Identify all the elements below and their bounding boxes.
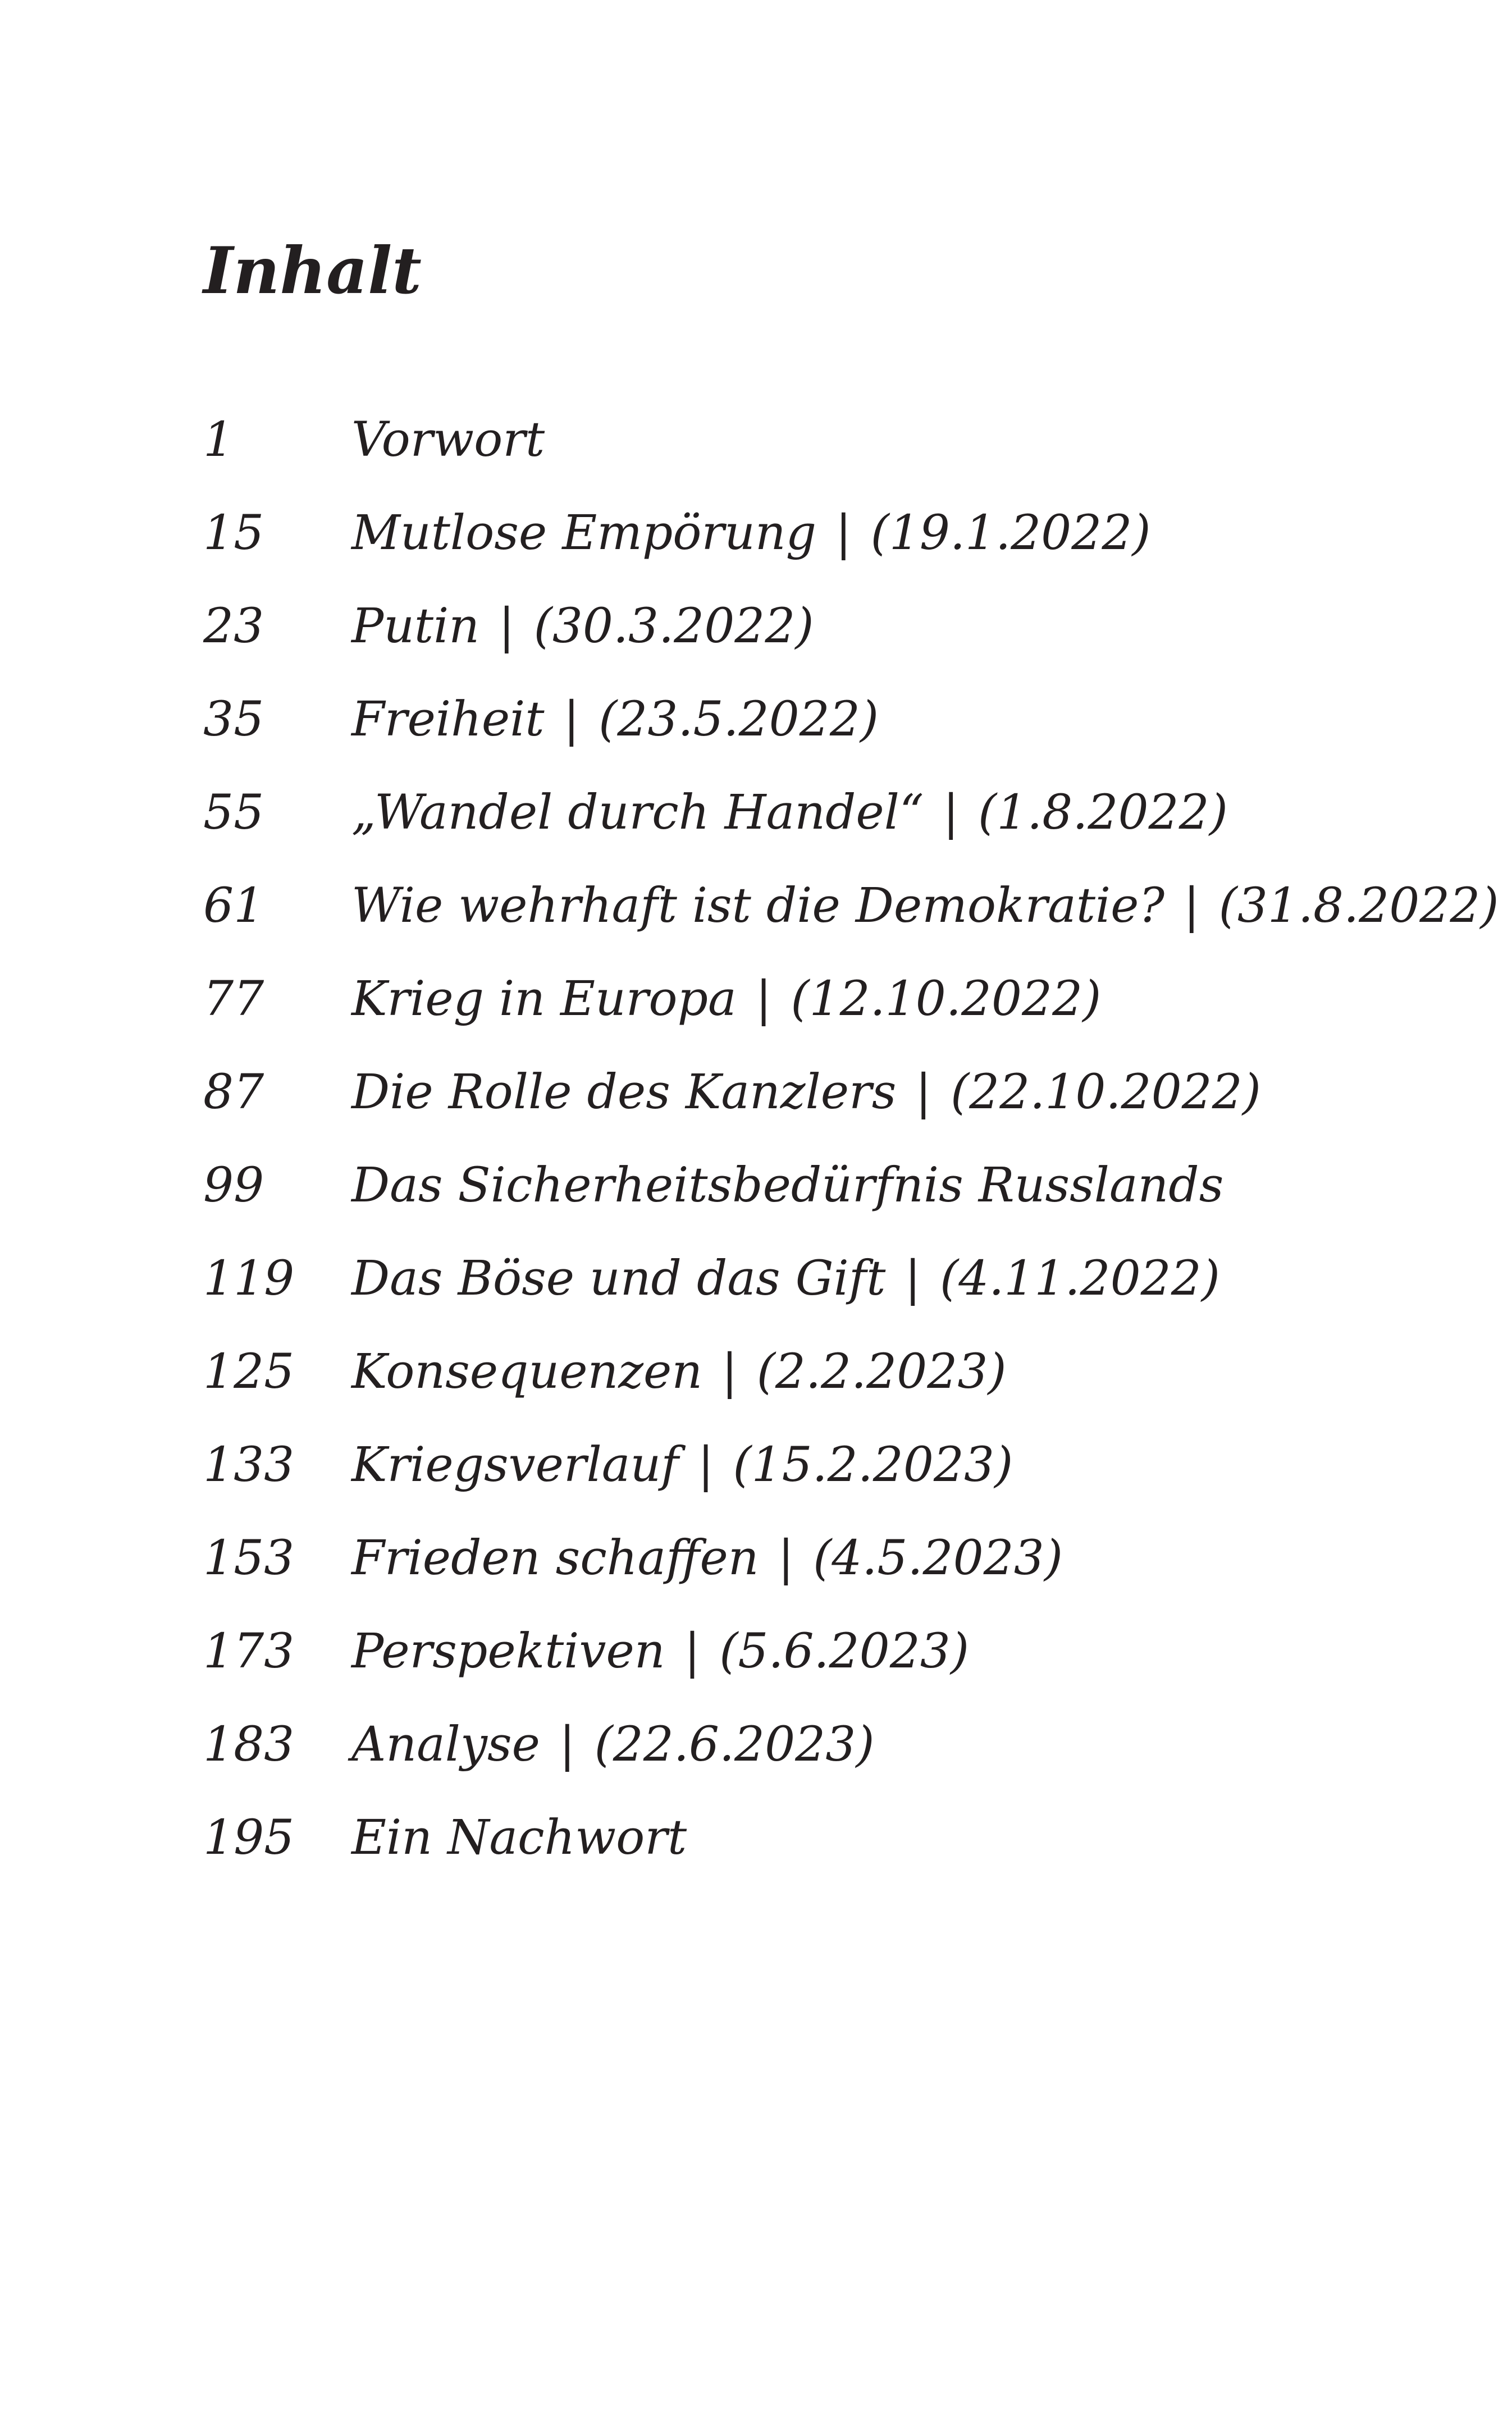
toc-entry-date: (1.8.2022)	[978, 784, 1228, 840]
toc-entry-title: Ein Nachwort	[351, 1809, 687, 1866]
table-of-contents	[203, 393, 1499, 1884]
toc-page-number: 61	[203, 877, 264, 934]
toc-entry-title: Analyse	[351, 1716, 540, 1772]
toc-entry-date: (15.2.2023)	[733, 1437, 1013, 1493]
toc-entry-date: (19.1.2022)	[870, 505, 1151, 561]
toc-entry	[203, 1045, 1472, 1139]
toc-separator: |	[835, 505, 852, 561]
toc-entry-title: Perspektiven	[351, 1623, 665, 1679]
toc-entry-date: (2.2.2023)	[756, 1343, 1007, 1400]
toc-separator: |	[684, 1623, 701, 1679]
toc-entry-date: (22.10.2022)	[950, 1064, 1261, 1120]
toc-separator: |	[943, 784, 960, 840]
toc-entry	[203, 1418, 1472, 1511]
toc-page-number: 87	[203, 1064, 264, 1120]
toc-entry-date: (30.3.2022)	[533, 598, 814, 654]
toc-page-number: 119	[203, 1250, 295, 1306]
toc-page-number: 1	[203, 412, 234, 468]
toc-entry-title: Freiheit	[351, 691, 545, 747]
toc-page-number: 77	[203, 971, 264, 1027]
toc-separator: |	[721, 1343, 738, 1400]
toc-entry-title: Vorwort	[351, 412, 545, 468]
toc-separator: |	[778, 1530, 794, 1586]
toc-entry	[203, 1791, 1472, 1884]
toc-entry	[203, 1325, 1472, 1418]
toc-entry-date: (31.8.2022)	[1218, 877, 1499, 934]
toc-page-number: 15	[203, 505, 264, 561]
toc-page-number: 173	[203, 1623, 295, 1679]
toc-separator: |	[755, 971, 772, 1027]
page-title: Inhalt	[203, 233, 422, 308]
toc-entry	[203, 859, 1499, 952]
toc-entry-title: Frieden schaffen	[351, 1530, 759, 1586]
toc-entry	[203, 1232, 1472, 1325]
toc-entry-date: (22.6.2023)	[594, 1716, 875, 1772]
toc-entry	[203, 486, 1472, 579]
toc-entry	[203, 579, 1472, 673]
toc-entry	[203, 393, 1472, 486]
toc-entry	[203, 952, 1472, 1045]
toc-entry	[203, 1698, 1472, 1791]
toc-entry-title: Krieg in Europa	[351, 971, 737, 1027]
toc-page-number: 99	[203, 1157, 264, 1213]
toc-separator: |	[499, 598, 515, 654]
toc-entry-title: Konsequenzen	[351, 1343, 703, 1400]
toc-page-number: 133	[203, 1437, 295, 1493]
toc-entry-title: Die Rolle des Kanzlers	[351, 1064, 897, 1120]
toc-entry-title: Putin	[351, 598, 480, 654]
toc-page-number: 153	[203, 1530, 295, 1586]
toc-page-number: 35	[203, 691, 264, 747]
toc-page-number: 195	[203, 1809, 295, 1866]
toc-entry-title: Das Böse und das Gift	[351, 1250, 886, 1306]
toc-separator: |	[905, 1250, 921, 1306]
toc-entry	[203, 766, 1472, 859]
toc-separator: |	[1184, 877, 1200, 934]
toc-page-number: 183	[203, 1716, 295, 1772]
toc-entry-title: „Wandel durch Handel“	[351, 784, 924, 840]
toc-separator: |	[697, 1437, 714, 1493]
toc-entry-title: Wie wehrhaft ist die Demokratie?	[351, 877, 1165, 934]
toc-entry-title: Das Sicherheitsbedürfnis Russlands	[351, 1157, 1224, 1213]
toc-entry	[203, 1605, 1472, 1698]
toc-entry-date: (12.10.2022)	[791, 971, 1102, 1027]
toc-entry-date: (4.11.2022)	[940, 1250, 1220, 1306]
toc-entry-date: (5.6.2023)	[719, 1623, 970, 1679]
toc-page-number: 55	[203, 784, 264, 840]
toc-entry	[203, 1511, 1472, 1605]
toc-separator: |	[559, 1716, 575, 1772]
toc-entry	[203, 673, 1472, 766]
toc-entry-date: (4.5.2023)	[813, 1530, 1063, 1586]
toc-separator: |	[915, 1064, 931, 1120]
toc-entry-title: Mutlose Empörung	[351, 505, 817, 561]
toc-entry-title: Kriegsverlauf	[351, 1437, 679, 1493]
toc-page-number: 125	[203, 1343, 295, 1400]
toc-entry	[203, 1139, 1472, 1232]
toc-entry-date: (23.5.2022)	[599, 691, 879, 747]
toc-page-number: 23	[203, 598, 264, 654]
toc-separator: |	[563, 691, 580, 747]
